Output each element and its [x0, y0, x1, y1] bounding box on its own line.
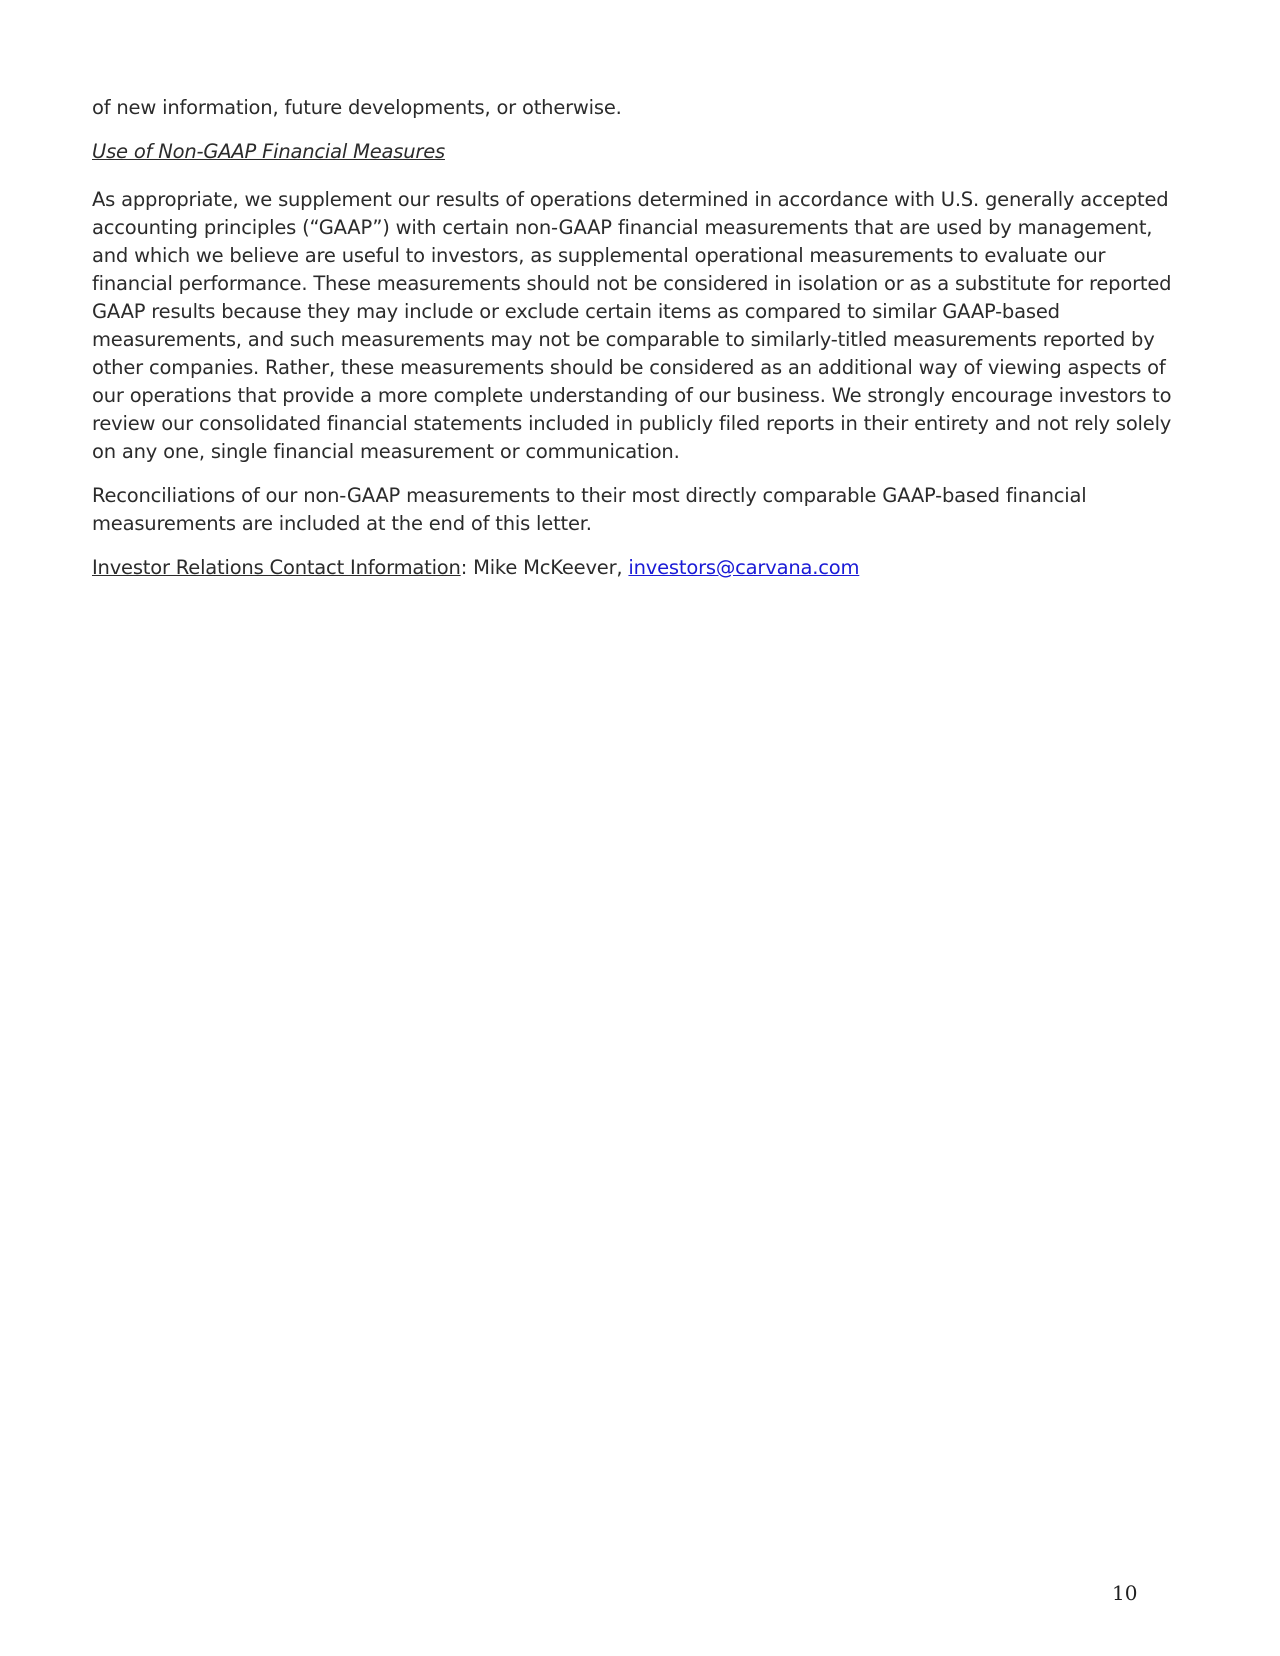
investor-contact-line — [92, 554, 1172, 582]
contact-name: Mike McKeever, — [473, 556, 629, 579]
page-content — [92, 94, 1172, 582]
reconciliation-paragraph: Reconciliations of our non-GAAP measurements to their most directly comparable GAAP-based financial measurements are included at the end of this letter. — [92, 484, 1087, 535]
contact-separator: : — [460, 556, 474, 579]
contact-label: Investor Relations Contact Information — [92, 556, 461, 579]
contact-email-link[interactable]: investors@carvana.com — [628, 556, 860, 579]
page-number: 10 — [1112, 1581, 1138, 1605]
continuation-text: of new information, future developments, or otherwise. — [92, 96, 622, 119]
section-heading: Use of Non-GAAP Financial Measures — [92, 140, 445, 163]
non-gaap-paragraph: As appropriate, we supplement our results of operations determined in accordance with U.S. generally accepted accounting principles (“GAAP”) with certain non-GAAP financial measurements that are used by management, and which we believe are useful to investors, as supplemental operational measurements to evaluate our financial performance. These measurements should not be considered in isolation or as a substitute for reported GAAP results because they may include or exclude certain items as compared to similar GAAP-based measurements, and such measurements may not be comparable to similarly-titled measurements reported by other companies. Rather, these measurements should be considered as an additional way of viewing aspects of our operations that provide a more complete understanding of our business. We strongly encourage investors to review our consolidated financial statements included in publicly filed reports in their entirety and not rely solely on any one, single financial measurement or communication. — [92, 188, 1172, 463]
